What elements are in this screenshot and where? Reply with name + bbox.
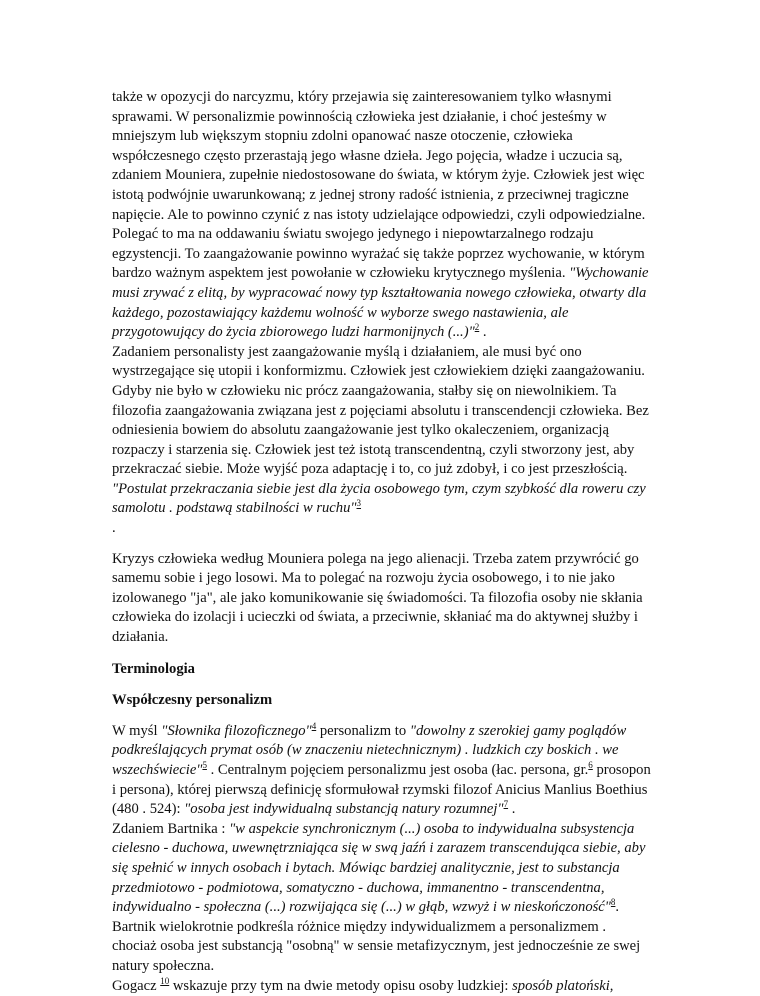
footnote-ref-8[interactable]: 8	[610, 897, 616, 908]
paragraph-1-end: .	[479, 324, 487, 341]
paragraph-4	[112, 722, 652, 977]
quote-platonski: sposób platoński,	[512, 977, 614, 994]
footnote-ref-2[interactable]: 2	[474, 322, 480, 333]
footnote-ref-5[interactable]: 5	[202, 760, 207, 771]
heading-terminologia: Terminologia	[112, 660, 195, 677]
p5-text-a: Gogacz	[112, 977, 161, 994]
p4-text-g: . Bartnik wielokrotnie podkreśla różnice między indywidualizmem a personalizmem . chociaż osoba jest substancją "osobną" w sensie metafizycznym, jest jednocześnie ze swej natury społeczna.	[112, 899, 641, 974]
paragraph-1	[112, 88, 652, 343]
quote-boethius: "osoba jest indywidualną substancją natury rozumnej"	[184, 801, 504, 818]
p4-text-b: personalizm to	[316, 722, 410, 739]
paragraph-3: Kryzys człowieka według Mouniera polega na jego alienacji. Trzeba zatem przywrócić go samemu sobie i jego losowi. Ma to polegać na rozwoju życia osobowego, i to nie jako izolowanego "ja", ale jako komunikowanie się świadomości. Ta filozofia osoby nie skłania człowieka do izolacji i ucieczki od świata, a przeciwnie, skłaniać ma do aktywnej służby i działania.	[112, 550, 643, 646]
paragraph-1-text: także w opozycji do narcyzmu, który przejawia się zainteresowaniem tylko własnymi sprawami. W personalizmie powinnością człowieka jest działanie, i choć jesteśmy w mniejszym lub większym stopniu zdolni opanować nasze otoczenie, człowieka współczesnego często przerastają jego własne dzieła. Jego pojęcia, władze i uczucia są, zdaniem Mouniera, zupełnie niedostosowane do świata, w którym żyje. Człowiek jest więc istotą podwójnie uwarunkowaną; z jednej strony radość istnienia, z przeciwnej tragiczne napięcie. Ale to powinno czynić z nas istoty udzielające odpowiedzi, czyli odpowiedzialne. Polegać to ma na oddawaniu światu swojego jedynego i niepowtarzalnego rodzaju egzystencji. To zaangażowanie powinno wyrażać się także poprzez wychowanie, w którym bardzo ważnym aspektem jest powołanie w człowieku krytycznego myślenia.	[112, 89, 646, 282]
p5-text-b: wskazuje przy tym na dwie metody opisu osoby ludzkiej:	[169, 977, 513, 994]
quote-definition: "dowolny z szerokiej gamy poglądów podkreślających prymat osób (w znaczeniu nietechnicznym) . ludzkich czy boskich . we wszechświecie"	[112, 722, 627, 778]
footnote-ref-10[interactable]: 10	[160, 975, 170, 986]
paragraph-2-text: Zadaniem personalisty jest zaangażowanie myślą i działaniem, ale musi być ono wystrzegające się utopii i konformizmu. Człowiek jest człowiekiem dzięki zaangażowaniu. Gdyby nie było w człowieku nic prócz zaangażowania, stałby się on niewolnikiem. Ta filozofia zaangażowania związana jest z pojęciami absolutu i transcendencji człowieka. Bez odniesienia bowiem do absolutu zaangażowanie jest tylko okaleczeniem, organizacją rozpaczy i starzenia się. Człowiek jest też istotą transcendentną, czyli stworzony jest, aby przekraczać siebie. Może wyjść poza adaptację i to, co już zdobył, i co jest przeszłością.	[112, 343, 649, 478]
quote-2: "Postulat przekraczania siebie jest dla życia osobowego tym, czym szybkość dla roweru czy samolotu . podstawą stabilności w ruchu"	[112, 480, 646, 517]
p4-text-e: .	[508, 801, 516, 818]
footnote-ref-3[interactable]: 3	[356, 498, 362, 509]
quote-bartnik: "w aspekcie synchronicznym (...) osoba to indywidualna subsystencja cielesno - duchowa, uwewnętrzniająca się w swą jaźń i zarazem transcendująca siebie, aby się spełnić w innych osobach i bytach. Mówiąc bardziej analitycznie, jest to substancja przedmiotowo - podmiotowa, somatyczno - duchowa, immanentno - transcendentna, indywidualno - społeczna (...) rozwijająca się (...) w głąb, wzwyż i w nieskończoność"	[112, 820, 646, 916]
footnote-ref-6[interactable]: 6	[588, 760, 593, 771]
heading-wspolczesny-personalizm: Współczesny personalizm	[112, 692, 273, 709]
quote-slownik: "Słownika filozoficznego"	[161, 722, 312, 739]
p4-text-d: prosopon i persona), której pierwszą definicję sformułował rzymski filozof Anicius Manlius Boethius (480 . 524):	[112, 762, 651, 818]
paragraph-2	[112, 343, 652, 539]
document-page	[112, 88, 652, 996]
footnote-ref-4[interactable]: 4	[311, 720, 317, 731]
p4-text-a: W myśl	[112, 722, 162, 739]
p4-text-f: Zdaniem Bartnika :	[112, 820, 230, 837]
paragraph-2-end: .	[112, 520, 116, 537]
paragraph-5	[112, 977, 652, 996]
p4-text-c: . Centralnym pojęciem personalizmu jest osoba (łac. persona, gr.	[206, 762, 589, 778]
footnote-ref-7[interactable]: 7	[503, 799, 509, 810]
quote-1: "Wychowanie musi zrywać z elitą, by wypracować nowy typ kształtowania nowego człowieka, otwarty dla każdego, pozostawiający każdemu wolność w wyborze swego nastawienia, ale przygotowujący do życia zbiorowego ludzi harmonijnych (...)"	[112, 265, 649, 341]
